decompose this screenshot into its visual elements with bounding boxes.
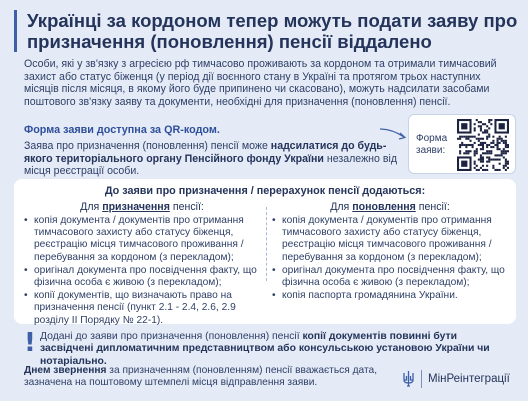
brand-logo (402, 370, 510, 388)
documents-title: До заяви про призначення / перерахунок пенсії додаються: (104, 185, 426, 197)
brand-name: МінРеінтеграції (428, 373, 510, 385)
qr-label-line2: заяви: (416, 145, 446, 156)
list-item: • оригінал документа про посвідчення факту, що фізична особа є живою (з перекладом); (272, 265, 508, 289)
renewal-head-bold: поновлення (352, 201, 416, 213)
intro-paragraph: Особи, які у зв'язку з агресією рф тимчасово проживають за кордоном та отримали тимчасовий захист або статус біженця (у період дії воєнного стану в Україні та протягом трьох наступних місяців після місяця, в якому його буде припинено чи скасовано), можуть надсилати засобами поштового зв'язку заяву та документи, необхідні для призначення (поновлення) пенсії. (24, 58, 497, 108)
trident-icon (402, 370, 415, 388)
assignment-head-prefix: Для (80, 201, 103, 213)
exclamation-icon: ! (24, 328, 36, 358)
qr-code-icon[interactable] (457, 119, 509, 171)
apply-text-1: Заява про призначення (поновлення) пенсії може (24, 140, 271, 152)
documents-panel (14, 179, 516, 324)
assignment-head-suffix: пенсії: (169, 201, 204, 213)
assignment-head-bold: призначення (102, 201, 170, 213)
form-note: Форма заяви доступна за QR-кодом. (24, 124, 220, 136)
column-divider (266, 207, 267, 281)
footer-text-rest: за призначенням (поновленням) пенсії вважається дата, зазначена на поштовому штемпелі місця відправлення заяви. (24, 365, 378, 389)
notice-text (40, 331, 510, 368)
list-item: • оригінал документа про посвідчення факту, що фізична особа є живою (з перекладом); (24, 265, 260, 289)
footer-text-bold: Днем звернення (24, 365, 107, 376)
list-item: • копія документа / документів про отримання тимчасового захисту або статусу біженця, реєстрацію місця тимчасового проживання / перебування за кордоном (з перекладом); (272, 215, 508, 264)
title-block (14, 10, 518, 52)
apply-paragraph (24, 140, 404, 178)
renewal-head-prefix: Для (330, 201, 353, 213)
notice-text-bold: копії документів повинні бути засвідчені дипломатичним представництвом або консульською установою України чи нотаріально. (40, 331, 490, 367)
list-item: • копія паспорта громадянина України. (272, 290, 508, 302)
arrow-icon (378, 125, 412, 145)
brand-separator (421, 370, 422, 388)
renewal-list (272, 215, 508, 302)
page-title: Українці за кордоном тепер можуть подати заяву про призначення (поновлення) пенсії віддалено (27, 10, 518, 52)
footer-text (24, 365, 394, 389)
renewal-column (272, 201, 508, 303)
qr-card (408, 114, 516, 174)
apply-text-bold: надсилатися до будь-якого територіального органу Пенсійного фонду України (24, 140, 387, 165)
assignment-heading (24, 201, 260, 213)
assignment-list (24, 215, 260, 327)
notice-block (14, 326, 516, 367)
renewal-head-suffix: пенсії: (415, 201, 450, 213)
list-item: • копії документів, що визначають право на призначення пенсії (пункт 2.1 - 2.4, 2.6, 2.9 розділу II Порядку № 22-1). (24, 290, 260, 327)
qr-label-line1: Форма (416, 133, 448, 144)
qr-label (416, 133, 447, 157)
apply-text-2: незалежно від місця реєстрації особи. (24, 152, 398, 178)
notice-text-1: Додані до заяви про призначення (поновлення) пенсії (40, 331, 303, 342)
renewal-heading (272, 201, 508, 213)
list-item: • копія документа / документів про отримання тимчасового захисту або статусу біженця, реєстрацію місця тимчасового проживання / перебування за кордоном (з перекладом); (24, 215, 260, 264)
assignment-column (24, 201, 260, 328)
